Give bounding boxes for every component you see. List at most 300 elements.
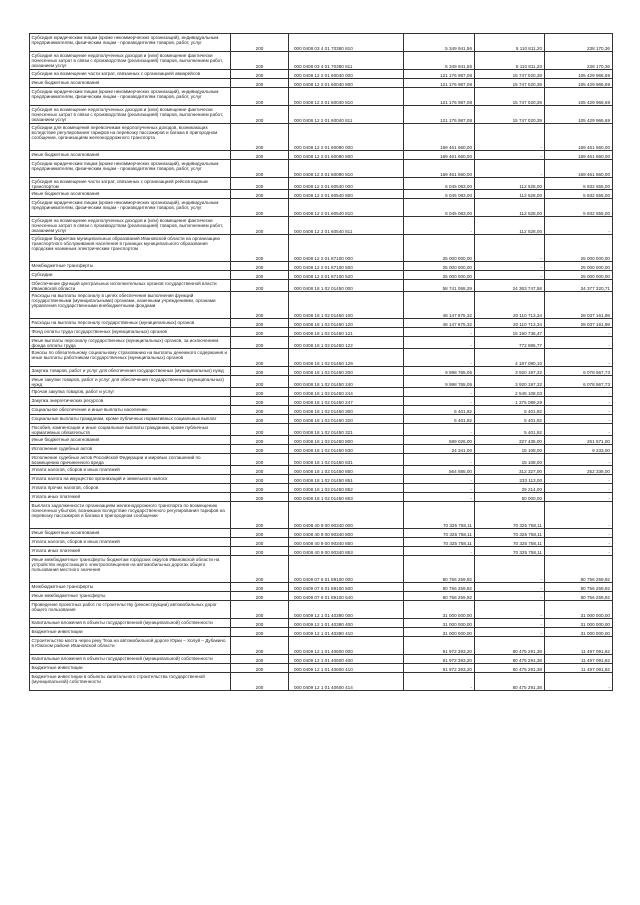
row-executed-cell: 2 545 108,03 [475,388,545,397]
row-remaining-cell: 80 756 259,92 [545,592,613,601]
table-row [30,70,613,79]
row-name-cell: Капитальные вложения в объекты государственной (муниципальной) собственности [30,655,231,664]
row-remaining-cell: 261 571,00 [545,436,613,445]
row-executed-cell: 112 528,00 [475,178,545,190]
row-executed-cell: 70 325 758,11 [475,529,545,538]
row-kbk-cell: 000 0408 12 2 01 60540 800 [289,190,404,199]
row-executed-cell: 24 363 747,58 [475,280,545,292]
row-approved-cell: 169 461 660,00 [404,124,475,151]
row-executed-cell: 20 110 713,34 [475,319,545,328]
table-row [30,388,613,397]
row-kbk-cell: 000 0408 12 2 01 60540 810 [289,199,404,217]
row-kbk-cell: 000 0408 12 2 01 60090 800 [289,151,404,160]
table-row [30,178,613,190]
table-row [30,160,613,178]
row-kbk-cell: 000 0408 18 1 02 01450 300 [289,406,404,415]
row-code-cell: 200 [231,271,289,280]
row-approved-cell: 6 045 083,00 [404,190,475,199]
row-name-cell: Бюджетные инвестиции в объекты капитального строительства государственной (муниципальной) собственности [30,673,231,691]
row-executed-cell: 1 375 089,29 [475,397,545,406]
table-row [30,664,613,673]
row-kbk-cell: 000 0408 12 2 01 60040 000 [289,70,404,79]
table-row [30,655,613,664]
row-name-cell: Субсидии для возмещения перевозчикам недополученных доходов, возникающих вследствие регулирования тарифов на перевозку пассажиров и багажа в пригородном сообщении, организациям железнодорожного транспорта [30,124,231,151]
row-approved-cell: 48 147 875,32 [404,319,475,328]
row-name-cell: Субсидии юридическим лицам (кроме некоммерческих организаций), индивидуальным предпринимателям, физическим лицам - производителям товаров, работ, услуг [30,160,231,178]
row-executed-cell: 70 325 758,11 [475,538,545,547]
row-remaining-cell: 169 461 660,00 [545,124,613,151]
table-row [30,271,613,280]
row-name-cell: Исполнение судебных актов Российской Федерации и мировых соглашений по возмещению причиненного вреда [30,454,231,466]
row-approved-cell: 58 741 068,29 [404,280,475,292]
row-executed-cell: 15 747 020,39 [475,106,545,124]
table-row [30,235,613,262]
row-code-cell: 200 [231,601,289,619]
row-code-cell: 200 [231,406,289,415]
table-row [30,529,613,538]
row-name-cell: Субсидия на возмещение недополученных доходов и (или) возмещение фактически понесенных затрат в связи с производством (реализацией) товаров, выполнением работ, оказанием услуг [30,106,231,124]
row-code-cell: 200 [231,655,289,664]
table-row [30,493,613,502]
row-code-cell: 200 [231,415,289,424]
row-executed-cell: 15 108,00 [475,445,545,454]
row-name-cell: Иные выплаты персоналу государственных (муниципальных) органов, за исключением фонда оплаты труда [30,337,231,349]
row-approved-cell: - [404,397,475,406]
row-kbk-cell: 000 0408 40 9 00 90340 850 [289,538,404,547]
row-executed-cell: 15 108,00 [475,454,545,466]
row-approved-cell: - [404,547,475,556]
row-remaining-cell: 11 497 091,82 [545,655,613,664]
row-remaining-cell: 169 461 660,00 [545,151,613,160]
row-executed-cell: - [475,583,545,592]
row-remaining-cell: - [545,217,613,235]
row-remaining-cell: - [545,529,613,538]
row-kbk-cell: 000 0408 12 2 01 60090 000 [289,124,404,151]
row-executed-cell: 80 475 291,38 [475,637,545,655]
row-executed-cell: - [475,160,545,178]
table-row [30,124,613,151]
row-executed-cell: 80 475 291,38 [475,673,545,691]
row-approved-cell: 5 349 941,56 [404,34,475,52]
table-row [30,673,613,691]
row-remaining-cell: - [545,349,613,367]
row-kbk-cell: 000 0408 18 1 02 01450 851 [289,475,404,484]
row-code-cell: 200 [231,454,289,466]
row-executed-cell: 4 187 090,10 [475,349,545,367]
row-name-cell: Субсидия на возмещение недополученных доходов и (или) возмещение фактически понесенных затрат в связи с производством (реализацией) товаров, выполнением работ, оказанием услуг [30,217,231,235]
table-row [30,406,613,415]
row-name-cell: Субсидии юридическим лицам (кроме некоммерческих организаций), индивидуальным предпринимателям, физическим лицам - производителям товаров, работ, услуг [30,199,231,217]
row-remaining-cell: - [545,547,613,556]
row-remaining-cell: 105 429 966,69 [545,106,613,124]
row-code-cell: 200 [231,217,289,235]
table-row [30,280,613,292]
table-row [30,376,613,388]
row-name-cell: Иные бюджетные ассигнования [30,190,231,199]
row-approved-cell: - [404,217,475,235]
row-kbk-cell: 000 0409 12 1 01 40600 400 [289,655,404,664]
row-approved-cell: - [404,493,475,502]
row-kbk-cell: 000 0408 18 1 02 01450 122 [289,337,404,349]
row-approved-cell: 6 045 083,00 [404,199,475,217]
row-name-cell: Закупка товаров, работ и услуг для обеспечения государственных (муниципальных) нужд [30,367,231,376]
row-kbk-cell: 000 0408 12 2 01 87100 000 [289,235,404,262]
row-kbk-cell: 000 0408 18 1 02 01450 244 [289,388,404,397]
row-name-cell: Субсидии бюджетам муниципальных образований Ивановской области на организацию транспортного обслуживания населения в границах муниципального образования городским наземным электрическим транспортом [30,235,231,262]
row-code-cell: 200 [231,556,289,583]
row-remaining-cell: 25 000 000,00 [545,271,613,280]
row-code-cell: 200 [231,493,289,502]
row-executed-cell: - [475,124,545,151]
row-remaining-cell: - [545,502,613,529]
row-code-cell: 200 [231,79,289,88]
row-executed-cell: 327 435,00 [475,436,545,445]
row-approved-cell: - [404,388,475,397]
row-name-cell: Иные межбюджетные трансферты бюджетам городских округов Ивановской области на устройство недостающего электроосвещения на автомобильных дорогах общего пользования местного значения [30,556,231,583]
row-executed-cell: 15 747 020,39 [475,79,545,88]
row-code-cell: 200 [231,70,289,79]
row-remaining-cell: 34 377 320,71 [545,280,613,292]
table-row [30,454,613,466]
budget-report-page [29,33,612,691]
row-approved-cell: 31 000 000,00 [404,619,475,628]
row-approved-cell: 80 756 259,92 [404,556,475,583]
row-kbk-cell: 000 0408 40 9 00 90340 853 [289,547,404,556]
row-remaining-cell: - [545,673,613,691]
row-code-cell: 200 [231,397,289,406]
row-remaining-cell: 169 461 660,00 [545,160,613,178]
row-code-cell: 200 [231,583,289,592]
row-remaining-cell: 6 078 567,73 [545,376,613,388]
table-row [30,475,613,484]
row-kbk-cell: 000 0408 18 1 02 01450 200 [289,367,404,376]
row-remaining-cell: 5 932 555,00 [545,199,613,217]
row-approved-cell: 24 341,00 [404,445,475,454]
row-executed-cell: 312 327,00 [475,466,545,475]
table-row [30,445,613,454]
row-remaining-cell: 80 756 259,92 [545,556,613,583]
row-remaining-cell: 252 338,00 [545,466,613,475]
row-remaining-cell: 31 000 000,00 [545,619,613,628]
row-executed-cell: - [475,628,545,637]
row-kbk-cell: 000 0408 18 1 02 01450 321 [289,424,404,436]
row-remaining-cell: 9 233,00 [545,445,613,454]
row-kbk-cell: 000 0408 18 1 02 01450 850 [289,466,404,475]
row-executed-cell: 3 920 197,32 [475,367,545,376]
row-approved-cell: 121 176 987,08 [404,106,475,124]
row-approved-cell: 70 325 758,11 [404,538,475,547]
table-row [30,79,613,88]
row-name-cell: Капитальные вложения в объекты государственной (муниципальной) собственности [30,619,231,628]
row-remaining-cell: - [545,424,613,436]
table-row [30,601,613,619]
row-code-cell: 200 [231,199,289,217]
row-name-cell: Уплата иных платежей [30,547,231,556]
row-name-cell: Бюджетные инвестиции [30,628,231,637]
table-row [30,328,613,337]
row-kbk-cell: 000 0409 12 1 01 40390 000 [289,601,404,619]
row-kbk-cell: 000 0409 12 1 01 40600 410 [289,664,404,673]
row-name-cell: Фонд оплаты труда государственных (муниципальных) органов [30,328,231,337]
row-remaining-cell: 11 497 091,82 [545,664,613,673]
row-approved-cell: 48 147 875,32 [404,292,475,319]
row-executed-cell: 5 401,92 [475,415,545,424]
row-kbk-cell: 000 0409 12 1 01 40390 400 [289,619,404,628]
table-row [30,349,613,367]
row-name-cell: Расходы на выплаты персоналу государственных (муниципальных) органов [30,319,231,328]
row-approved-cell: 564 685,00 [404,466,475,475]
row-kbk-cell: 000 0408 18 1 02 01450 100 [289,292,404,319]
row-approved-cell: 31 000 000,00 [404,601,475,619]
row-remaining-cell: - [545,397,613,406]
row-kbk-cell: 000 0409 12 1 01 40390 410 [289,628,404,637]
row-kbk-cell: 000 0408 18 1 02 01450 121 [289,328,404,337]
row-remaining-cell: - [545,484,613,493]
row-remaining-cell: - [545,493,613,502]
row-kbk-cell: 000 0408 12 2 01 60040 811 [289,106,404,124]
row-code-cell: 200 [231,637,289,655]
table-row [30,436,613,445]
row-name-cell: Субсидия на возмещение недополученных доходов и (или) возмещение фактически понесенных затрат в связи с производством (реализацией) товаров, выполнением работ, оказанием услуг [30,52,231,70]
row-executed-cell: 5 110 811,20 [475,52,545,70]
row-code-cell: 200 [231,349,289,367]
table-row [30,106,613,124]
row-kbk-cell: 000 0408 12 2 01 87100 500 [289,262,404,271]
row-name-cell: Расходы на выплаты персоналу в целях обеспечения выполнения функций государственными (муниципальными) органами, казенными учреждениями, органами управления государственными внебюджетными фондами [30,292,231,319]
row-code-cell: 200 [231,34,289,52]
row-code-cell: 200 [231,52,289,70]
row-executed-cell: 5 110 811,20 [475,34,545,52]
row-kbk-cell: 000 0409 12 1 01 40600 000 [289,637,404,655]
row-name-cell: Уплата налога на имущество организаций и земельного налога [30,475,231,484]
row-code-cell: 200 [231,160,289,178]
row-approved-cell: 169 461 660,00 [404,160,475,178]
row-approved-cell: - [404,328,475,337]
row-code-cell: 200 [231,124,289,151]
row-code-cell: 200 [231,424,289,436]
row-remaining-cell: 105 429 966,69 [545,79,613,88]
table-row [30,484,613,493]
row-kbk-cell: 000 0408 12 2 01 60090 810 [289,160,404,178]
row-approved-cell: 9 998 765,05 [404,376,475,388]
row-executed-cell: - [475,262,545,271]
row-remaining-cell: 238 170,36 [545,52,613,70]
row-kbk-cell: 000 0408 18 1 02 01450 120 [289,319,404,328]
row-kbk-cell: 000 0408 18 1 02 01450 247 [289,397,404,406]
row-executed-cell: - [475,619,545,628]
table-row [30,262,613,271]
row-executed-cell: - [475,151,545,160]
row-kbk-cell: 000 0408 03 4 01 70380 811 [289,52,404,70]
row-code-cell: 200 [231,445,289,454]
row-executed-cell: 70 325 758,11 [475,502,545,529]
row-kbk-cell: 000 0408 18 1 02 01450 129 [289,349,404,367]
table-row [30,217,613,235]
row-kbk-cell: 000 0408 18 1 02 01450 000 [289,280,404,292]
row-name-cell: Уплата прочих налогов, сборов [30,484,231,493]
row-approved-cell: 5 349 941,56 [404,52,475,70]
row-code-cell: 200 [231,673,289,691]
row-executed-cell: 112 528,00 [475,199,545,217]
row-approved-cell: 31 000 000,00 [404,628,475,637]
table-row [30,367,613,376]
row-approved-cell: 70 325 758,11 [404,529,475,538]
row-remaining-cell: 31 000 000,00 [545,601,613,619]
row-code-cell: 200 [231,292,289,319]
table-row [30,190,613,199]
row-approved-cell: - [404,349,475,367]
table-row [30,466,613,475]
row-kbk-cell: 000 0408 03 4 01 70380 810 [289,34,404,52]
row-name-cell: Социальные выплаты гражданам, кроме публичных нормативных социальных выплат [30,415,231,424]
row-executed-cell: 20 110 713,34 [475,292,545,319]
row-remaining-cell: - [545,388,613,397]
row-executed-cell: 112 528,00 [475,217,545,235]
row-executed-cell: 3 920 197,32 [475,376,545,388]
row-executed-cell: 112 528,00 [475,190,545,199]
row-kbk-cell: 000 0408 12 2 01 60540 000 [289,178,404,190]
table-row [30,637,613,655]
row-remaining-cell: 5 932 555,00 [545,190,613,199]
row-kbk-cell: 000 0408 18 1 02 01450 240 [289,376,404,388]
row-name-cell: Исполнение судебных актов [30,445,231,454]
row-approved-cell: 80 756 259,92 [404,592,475,601]
table-row [30,415,613,424]
row-name-cell: Проведение проектных работ по строительству (реконструкции) автомобильных дорог общего пользования [30,601,231,619]
row-name-cell: Обеспечение функций центральных исполнительных органов государственной власти Ивановской области [30,280,231,292]
table-row [30,151,613,160]
row-name-cell: Уплата налогов, сборов и иных платежей [30,466,231,475]
row-remaining-cell: 238 170,36 [545,34,613,52]
row-name-cell: Закупка энергетических ресурсов [30,397,231,406]
row-remaining-cell: - [545,406,613,415]
table-row [30,538,613,547]
row-code-cell: 200 [231,388,289,397]
row-name-cell: Иные бюджетные ассигнования [30,436,231,445]
row-approved-cell: 9 998 765,05 [404,367,475,376]
row-kbk-cell: 000 0408 40 9 00 90340 000 [289,502,404,529]
row-code-cell: 200 [231,619,289,628]
row-code-cell: 200 [231,262,289,271]
row-name-cell: Субсидия на возмещение части затрат, связанных с организацией рейсов водным транспортом [30,178,231,190]
row-kbk-cell: 000 0409 12 1 01 40600 414 [289,673,404,691]
row-approved-cell: 91 972 393,20 [404,637,475,655]
row-code-cell: 200 [231,547,289,556]
row-approved-cell: 121 176 987,08 [404,70,475,79]
row-executed-cell: 15 747 020,39 [475,88,545,106]
row-kbk-cell: 000 0409 07 6 01 89100 540 [289,592,404,601]
row-code-cell: 200 [231,592,289,601]
table-row [30,292,613,319]
row-name-cell: Субсидии юридическим лицам (кроме некоммерческих организаций), индивидуальным предпринимателям, физическим лицам - производителям товаров, работ, услуг [30,88,231,106]
row-remaining-cell: 6 078 567,73 [545,367,613,376]
row-name-cell: Бюджетные инвестиции [30,664,231,673]
row-kbk-cell: 000 0408 18 1 02 01450 853 [289,493,404,502]
row-approved-cell: 6 045 083,00 [404,178,475,190]
row-code-cell: 200 [231,106,289,124]
row-approved-cell: - [404,673,475,691]
table-row [30,52,613,70]
row-name-cell: Пособия, компенсации и иные социальные выплаты гражданам, кроме публичных нормативных обязательств [30,424,231,436]
row-code-cell: 200 [231,328,289,337]
row-remaining-cell: 5 932 555,00 [545,178,613,190]
row-code-cell: 200 [231,337,289,349]
row-remaining-cell: - [545,475,613,484]
row-remaining-cell: 105 429 966,69 [545,70,613,79]
row-code-cell: 200 [231,664,289,673]
table-row [30,199,613,217]
row-executed-cell: 772 886,77 [475,337,545,349]
row-code-cell: 200 [231,376,289,388]
row-code-cell: 200 [231,475,289,484]
table-row [30,628,613,637]
row-approved-cell: - [404,484,475,493]
row-kbk-cell: 000 0408 12 2 01 60040 810 [289,88,404,106]
table-row [30,502,613,529]
row-approved-cell: - [404,424,475,436]
row-executed-cell: - [475,271,545,280]
row-approved-cell: 5 401,92 [404,415,475,424]
row-code-cell: 200 [231,628,289,637]
row-approved-cell: 80 756 259,92 [404,583,475,592]
row-name-cell: Выплата задолженности организациям железнодорожного транспорта по возмещению понесенных убытков, возникших вследствие государственного регулирования тарифов на перевозку пассажиров и багажа в пригородном сообщении [30,502,231,529]
table-row [30,592,613,601]
row-approved-cell: - [404,475,475,484]
row-code-cell: 200 [231,484,289,493]
row-name-cell: Иные бюджетные ассигнования [30,79,231,88]
row-executed-cell: 70 325 758,11 [475,547,545,556]
table-row [30,319,613,328]
row-code-cell: 200 [231,529,289,538]
row-name-cell: Иные межбюджетные трансферты [30,592,231,601]
row-name-cell: Иные закупки товаров, работ и услуг для обеспечения государственных (муниципальных) нужд [30,376,231,388]
row-name-cell: Взносы по обязательному социальному страхованию на выплаты денежного содержания и иные выплаты работникам государственных (муниципальных) органов [30,349,231,367]
row-remaining-cell: 31 000 000,00 [545,628,613,637]
table-body [30,34,613,691]
row-executed-cell: - [475,592,545,601]
row-remaining-cell: 25 000 000,00 [545,235,613,262]
row-approved-cell: 5 401,92 [404,406,475,415]
row-remaining-cell: - [545,538,613,547]
row-remaining-cell: 105 429 966,69 [545,88,613,106]
row-kbk-cell: 000 0408 18 1 02 01450 852 [289,484,404,493]
row-executed-cell: - [475,556,545,583]
row-executed-cell: 80 475 291,38 [475,655,545,664]
row-kbk-cell: 000 0408 12 2 01 60540 811 [289,217,404,235]
row-code-cell: 200 [231,502,289,529]
row-executed-cell: 15 747 020,39 [475,70,545,79]
row-kbk-cell: 000 0408 40 9 00 90340 800 [289,529,404,538]
row-name-cell: Социальное обеспечение и иные выплаты населению [30,406,231,415]
row-approved-cell: 25 000 000,00 [404,262,475,271]
row-approved-cell: 91 972 393,20 [404,664,475,673]
row-executed-cell: 15 150 736,47 [475,328,545,337]
row-remaining-cell: - [545,328,613,337]
row-kbk-cell: 000 0409 07 6 01 89100 000 [289,556,404,583]
row-executed-cell: 50 000,00 [475,493,545,502]
row-name-cell: Субсидии [30,271,231,280]
row-approved-cell: 589 026,00 [404,436,475,445]
row-code-cell: 200 [231,151,289,160]
row-code-cell: 200 [231,466,289,475]
row-approved-cell: 121 176 987,08 [404,88,475,106]
row-name-cell: Прочая закупка товаров, работ и услуг [30,388,231,397]
row-remaining-cell: - [545,454,613,466]
row-executed-cell: - [475,601,545,619]
row-approved-cell: 91 972 393,20 [404,655,475,664]
row-name-cell: Межбюджетные трансферты [30,262,231,271]
row-code-cell: 200 [231,367,289,376]
